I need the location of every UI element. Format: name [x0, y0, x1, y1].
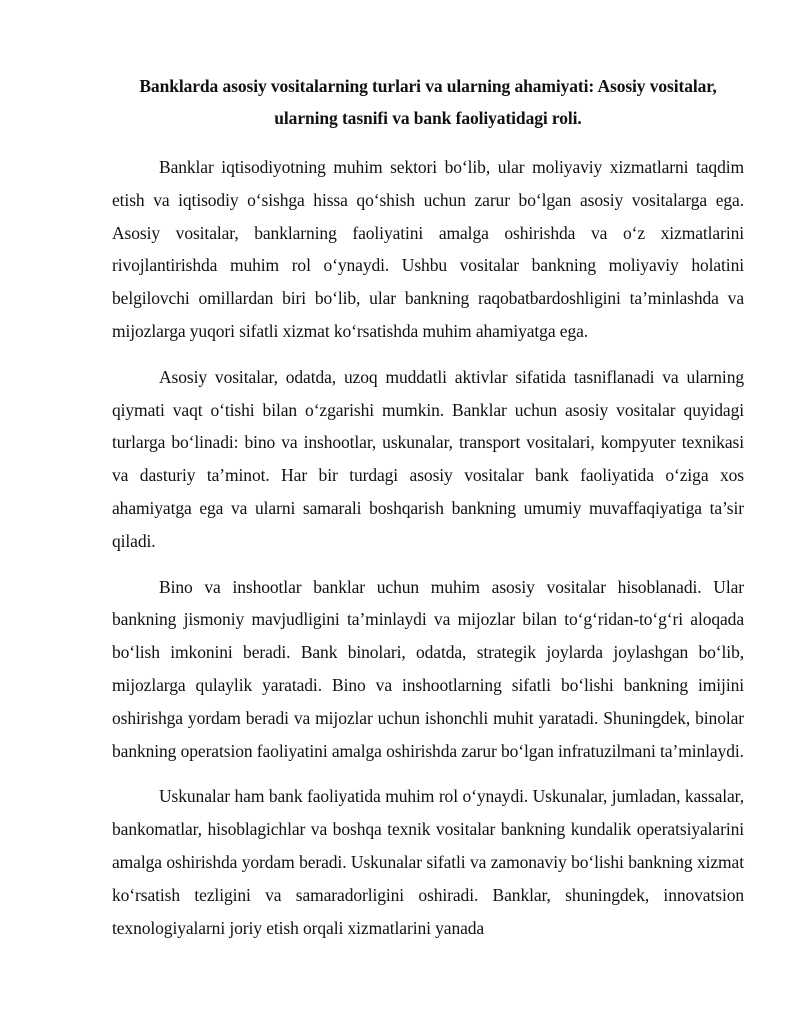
document-page: [112, 70, 744, 944]
document-title: Banklarda asosiy vositalarning turlari va ularning ahamiyati: Asosiy vositalar, ularning tasnifi va bank faoliyatidagi roli.: [139, 76, 717, 128]
paragraph-4: Uskunalar ham bank faoliyatida muhim rol o‘ynaydi. Uskunalar, jumladan, kassalar, bankomatlar, hisoblagichlar va boshqa texnik vositalar bankning kundalik operatsiyalarini amalga oshirishda yordam beradi. Uskunalar sifatli va zamonaviy bo‘lishi bankning xizmat ko‘rsatish tezligini va samaradorligini oshiradi. Banklar, shuningdek, innovatsion texnologiyalarni joriy etish orqali xizmatlarini yanada: [112, 786, 744, 938]
paragraph-2: Asosiy vositalar, odatda, uzoq muddatli aktivlar sifatida tasniflanadi va ularning qiymati vaqt o‘tishi bilan o‘zgarishi mumkin. Banklar uchun asosiy vositalar quyidagi turlarga bo‘linadi: bino va inshootlar, uskunalar, transport vositalari, kompyuter texnikasi va dasturiy ta’minot. Har bir turdagi asosiy vositalar bank faoliyatida o‘ziga xos ahamiyatga ega va ularni samarali boshqarish bankning umumiy muvaffaqiyatiga ta’sir qiladi.: [112, 366, 744, 551]
paragraph-3: Bino va inshootlar banklar uchun muhim asosiy vositalar hisoblanadi. Ular bankning jismoniy mavjudligini ta’minlaydi va mijozlar bilan to‘g‘ridan-to‘g‘ri aloqada bo‘lish imkonini beradi. Bank binolari, odatda, strategik joylarda joylashgan bo‘lib, mijozlarga qulaylik yaratadi. Bino va inshootlarning sifatli bo‘lishi bankning imijini oshirishga yordam beradi va mijozlar uchun ishonchli muhit yaratadi. Shuningdek, binolar bankning operatsion faoliyatini amalga oshirishda zarur bo‘lgan infratuzilmani ta’minlaydi.: [112, 576, 744, 761]
paragraph-1: Banklar iqtisodiyotning muhim sektori bo‘lib, ular moliyaviy xizmatlarni taqdim etish va iqtisodiy o‘sishga hissa qo‘shish uchun zarur bo‘lgan asosiy vositalarga ega. Asosiy vositalar, banklarning faoliyatini amalga oshirishda va o‘z xizmatlarini rivojlantirishda muhim rol o‘ynaydi. Ushbu vositalar bankning moliyaviy holatini belgilovchi omillardan biri bo‘lib, ular bankning raqobatbardoshligini ta’minlashda va mijozlarga yuqori sifatli xizmat ko‘rsatishda muhim ahamiyatga ega.: [112, 157, 744, 341]
